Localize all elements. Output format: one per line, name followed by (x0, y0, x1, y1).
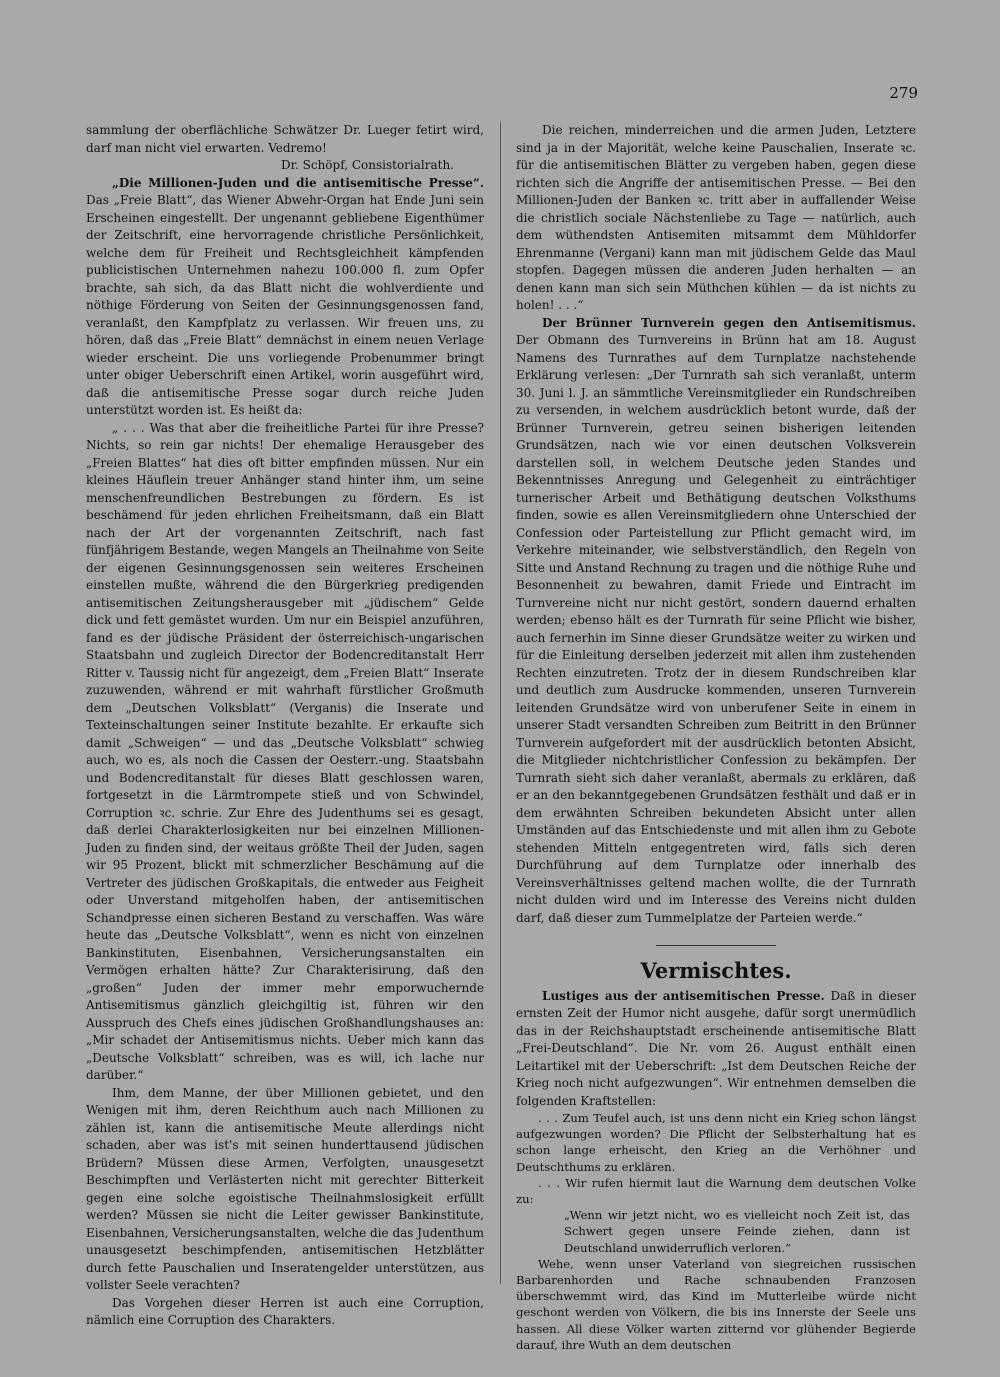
small-quote-2: . . . Wir rufen hiermit laut die Warnung dem deutschen Volke zu: (516, 1175, 916, 1207)
lustiges-heading: Lustiges aus der antisemitischen Presse. (542, 988, 825, 1003)
paragraph-vorgehen: Das Vorgehen dieser Herren ist auch eine Corruption, nämlich eine Corruption des Charakters. (86, 1295, 484, 1327)
signature: Dr. Schöpf, Consistorialrath. (280, 158, 454, 172)
lustiges-body: Daß in dieser ernsten Zeit der Humor nicht ausgehe, dafür sorgt unermüdlich das in der Reichshauptstadt erscheinende antisemitische Blatt „Frei-Deutschland“. Die Nr. vom 26. August enthält einen Leitartikel mit der Ueberschrift: „Ist dem Deutschen Reiche der Krieg noch nicht aufgezwungen“. Wir entnehmen demselben die folgenden Kraftstellen: (516, 988, 916, 1108)
article-turnverein (516, 315, 916, 928)
paragraph-closing: sammlung der oberflächliche Schwätzer Dr. Lueger fetirt wird, darf man nicht viel erwarten. Vedremo! (86, 123, 484, 155)
article-heading: „Die Millionen-Juden und die antisemitische Presse“. (112, 175, 484, 190)
small-print-quotes (516, 1110, 916, 1353)
column-divider (500, 122, 501, 1284)
paragraph-reichen: Die reichen, minderreichen und die armen Juden, Letztere sind ja in der Majorität, welche keine Pauschalien, Inserate ꝛc. für die antisemitischen Blätter zu vergeben haben, gegen diese richten sich die Angriffe der antisemitischen Presse. — Bei den Millionen-Juden der Banken ꝛc. tritt aber in auffallender Weise die christlich sociale Nächstenliebe zu Tage — natürlich, auch dem wüthendsten Antisemiten mitsammt dem Mühldorfer Ehrenmanne (Vergani) kann man mit jüdischem Gelde das Maul stopfen. Dagegen müssen die anderen Juden herhalten — an denen kann man sich sein Müthchen kühlen — da ist nichts zu holen! . . .“ (516, 123, 916, 312)
small-quote-3: Wehe, wenn unser Vaterland von siegreichen russischen Barbarenhorden und Rache schnaubenden Franzosen überschwemmt wird, das Kind im Mutterleibe würde nicht geschont werden von Völkern, die bis ins Innerste der Seele uns hassen. All diese Völker warten zitternd vor glühender Begierde darauf, ihre Wuth an dem deutschen (516, 1256, 916, 1352)
small-block-quote: „Wenn wir jetzt nicht, wo es vielleicht noch Zeit ist, das Schwert gegen unsere Feinde ziehen, dann ist Deutschland unwiderruflich verloren.“ (564, 1208, 910, 1255)
turnverein-body: Der Obmann des Turnvereins in Brünn hat am 18. August Namens des Turnrathes auf dem Turnplatze nachstehende Erklärung verlesen: „Der Turnrath sah sich veranlaßt, unterm 30. Juni l. J. an sämmtliche Vereinsmitglieder ein Rundschreiben zu versenden, in welchem ausdrücklich betont wurde, daß der Brünner Turnverein, getreu seinen bisherigen leitenden Grundsätzen, nach wie vor einen deutschen Volksverein darstellen soll, in welchem Deutsche jeden Standes und Bekenntnisses Anregung und Gelegenheit zu einträchtiger turnerischer Arbeit und Bethätigung deutschen Volksthums finden, sowie es allen Vereinsmitgliedern ohne Unterschied der Confession oder Parteistellung zur Pflicht gemacht wird, im Verkehre miteinander, wie selbstverständlich, den Regeln von Sitte und Anstand Rechnung zu tragen und die nöthige Ruhe und Besonnenheit zu bewahren, damit Friede und Eintracht im Turnvereine nicht nur nicht gestört, sondern dauernd erhalten werden; ebenso hält es der Turnrath für seine Pflicht wie bisher, auch fernerhin im Sinne dieser Grundsätze weiter zu wirken und für die Einleitung derselben jederzeit mit allen ihm zustehenden Rechten einzutreten. Trotz der in diesem Rundschreiben klar und deutlich zum Ausdrucke kommenden, unseren Turnverein leitenden Grundsätze wird von unberufener Seite in einem in unserer Stadt versandten Schreiben zum Beitritt in den Brünner Turnverein aufgefordert mit der ausdrücklich betonten Absicht, die Mitglieder nichtchristlicher Confession zu bekämpfen. Der Turnrath sieht sich daher veranlaßt, abermals zu erklären, daß er an den bekanntgegebenen Grundsätzen festhält und daß er in dem erwähnten Schreiben bekundeten Absicht unter allen Umständen auf das Entschiedenste und mit allen ihm zu Gebote stehenden Mitteln entgegentreten wird, falls sich deren Durchführung auf dem Turnplatze oder innerhalb des Vereinsverhältnisses geltend machen wollte, die der Turnrath nicht dulden wird und im Interesse des Vereins nicht dulden darf, daß dieser zum Tummelplatze der Parteien werde.“ (516, 333, 916, 925)
article-body: Das „Freie Blatt“, das Wiener Abwehr-Organ hat Ende Juni sein Erscheinen eingestellt. Der ungenannt gebliebene Eigenthümer der Zeitschrift, eine hervorragende christliche Persönlichkeit, welche dem für Freiheit und Rechtsgleichheit kämpfenden publicistischen Unternehmen nahezu 100.000 fl. zum Opfer brachte, sah sich, da das Blatt nicht die wohlverdiente und nöthige Förderung von Seiten der Gesinnungsgenossen fand, veranlaßt, den Kampfplatz zu verlassen. Wir freuen uns, zu hören, daß das „Freie Blatt“ demnächst in einem neuen Verlage wieder erscheint. Die uns vorliegende Probenummer bringt unter obiger Ueberschrift einen Artikel, worin ausgeführt wird, daß die antisemitische Presse sogar durch reiche Juden unterstützt worden ist. Es heißt da: (86, 193, 484, 417)
right-column (516, 122, 916, 1353)
section-title: Vermischtes. (640, 958, 792, 983)
quoted-passage: „ . . . Was that aber die freiheitliche Partei für ihre Presse? Nichts, so rein gar nichts! Der ehemalige Herausgeber des „Freien Blattes“ hat dies oft bitter empfinden müssen. Nur ein kleines Häuflein treuer Anhänger stand hinter ihm, um seine menschenfreundlichen Bestrebungen zu fördern. Es ist beschämend für jeden ehrlichen Freiheitsmann, daß ein Blatt nach der Art der vorgenannten Zeitschrift, nach fast fünfjährigem Bestande, wegen Mangels an Theilnahme von Seite der eigenen Gesinnungsgenossen sein weiteres Erscheinen einstellen mußte, während die den Bürgerkrieg predigenden antisemitischen Zeitungsherausgeber mit „jüdischem“ Gelde dick und fett gemästet wurden. Um nur ein Beispiel anzuführen, fand es der jüdische Präsident der österreichisch-ungarischen Staatsbahn und zugleich Director der Bodencreditanstalt Herr Ritter v. Taussig nicht für angezeigt, dem „Freien Blatt“ Inserate zuzuwenden, während er mit wahrhaft fürstlicher Großmuth dem „Deutschen Volksblatt“ (Verganis) die Inserate und Texteinschaltungen seiner Institute bezahlte. Er erkaufte sich damit „Schweigen“ — und das „Deutsche Volksblatt“ schwieg auch, wo es, als noch die Cassen der Oesterr.-ung. Staatsbahn und Bodencreditanstalt für dieses Blatt geschlossen waren, fortgesetzt in die Lärmtrompete stieß und von Schwindel, Corruption ꝛc. schrie. Zur Ehre des Judenthums sei es gesagt, daß derlei Charakterlosigkeiten nur bei einzelnen Millionen-Juden zu finden sind, der weitaus größte Theil der Juden, sagen wir 95 Prozent, blickt mit schmerzlicher Beschämung auf die Vertreter des jüdischen Großkapitals, die entweder aus Feigheit oder Unverstand mitgeholfen haben, der antisemitischen Schandpresse einen sicheren Bestand zu verschaffen. Was wäre heute das „Deutsche Volksblatt“, wenn es nicht von einzelnen Bankinstituten, Eisenbahnen, Versicherungsanstalten ein Vermögen erhalten hätte? Zur Charakterisirung, daß den „großen“ Juden der immer mehr emporwuchernde Antisemitismus gänzlich gleichgiltig ist, führen wir den Ausspruch des Chefs eines jüdischen Großhandlungshauses an: „Mir schadet der Antisemitismus nichts. Ueber mich kann das „Deutsche Volksblatt“ schreiben, was es will, ich lache nur darüber.“ (86, 420, 484, 1082)
article-millionen-juden (86, 175, 484, 420)
left-column (86, 122, 484, 1330)
page-number: 279 (889, 84, 918, 102)
small-quote-1: . . . Zum Teufel auch, ist uns denn nicht ein Krieg schon längst aufgezwungen worden? Die Pflicht der Selbsterhaltung hat es schon lange erheischt, den Krieg an die Verhöhner und Deutschthums zu erklären. (516, 1111, 916, 1174)
turnverein-heading: Der Brünner Turnverein gegen den Antisemitismus. (542, 315, 916, 330)
paragraph-ihm: Ihm, dem Manne, der über Millionen gebietet, und den Wenigen mit ihm, deren Reichthum auch nach Millionen zu zählen ist, kann die antisemitische Meute allerdings nicht schaden, aber was ist's mit seinen hunderttausend jüdischen Brüdern? Müssen diese Armen, Verfolgten, unausgesetzt Beschimpften und Verlästerten nicht mit gerechter Bitterkeit gegen eine solche egoistische Theilnahmslosigkeit erfüllt werden? Müssen sie nicht die Leiter gewisser Bankinstitute, Eisenbahnen, Versicherungsanstalten, welche die das Judenthum unausgesetzt beschimpfenden, antisemitischen Hetzblätter durch fette Pauschalien und Inseratengelder unterstützen, aus vollster Seele verachten? (86, 1085, 484, 1292)
section-rule (656, 945, 776, 946)
article-lustiges (516, 988, 916, 1111)
